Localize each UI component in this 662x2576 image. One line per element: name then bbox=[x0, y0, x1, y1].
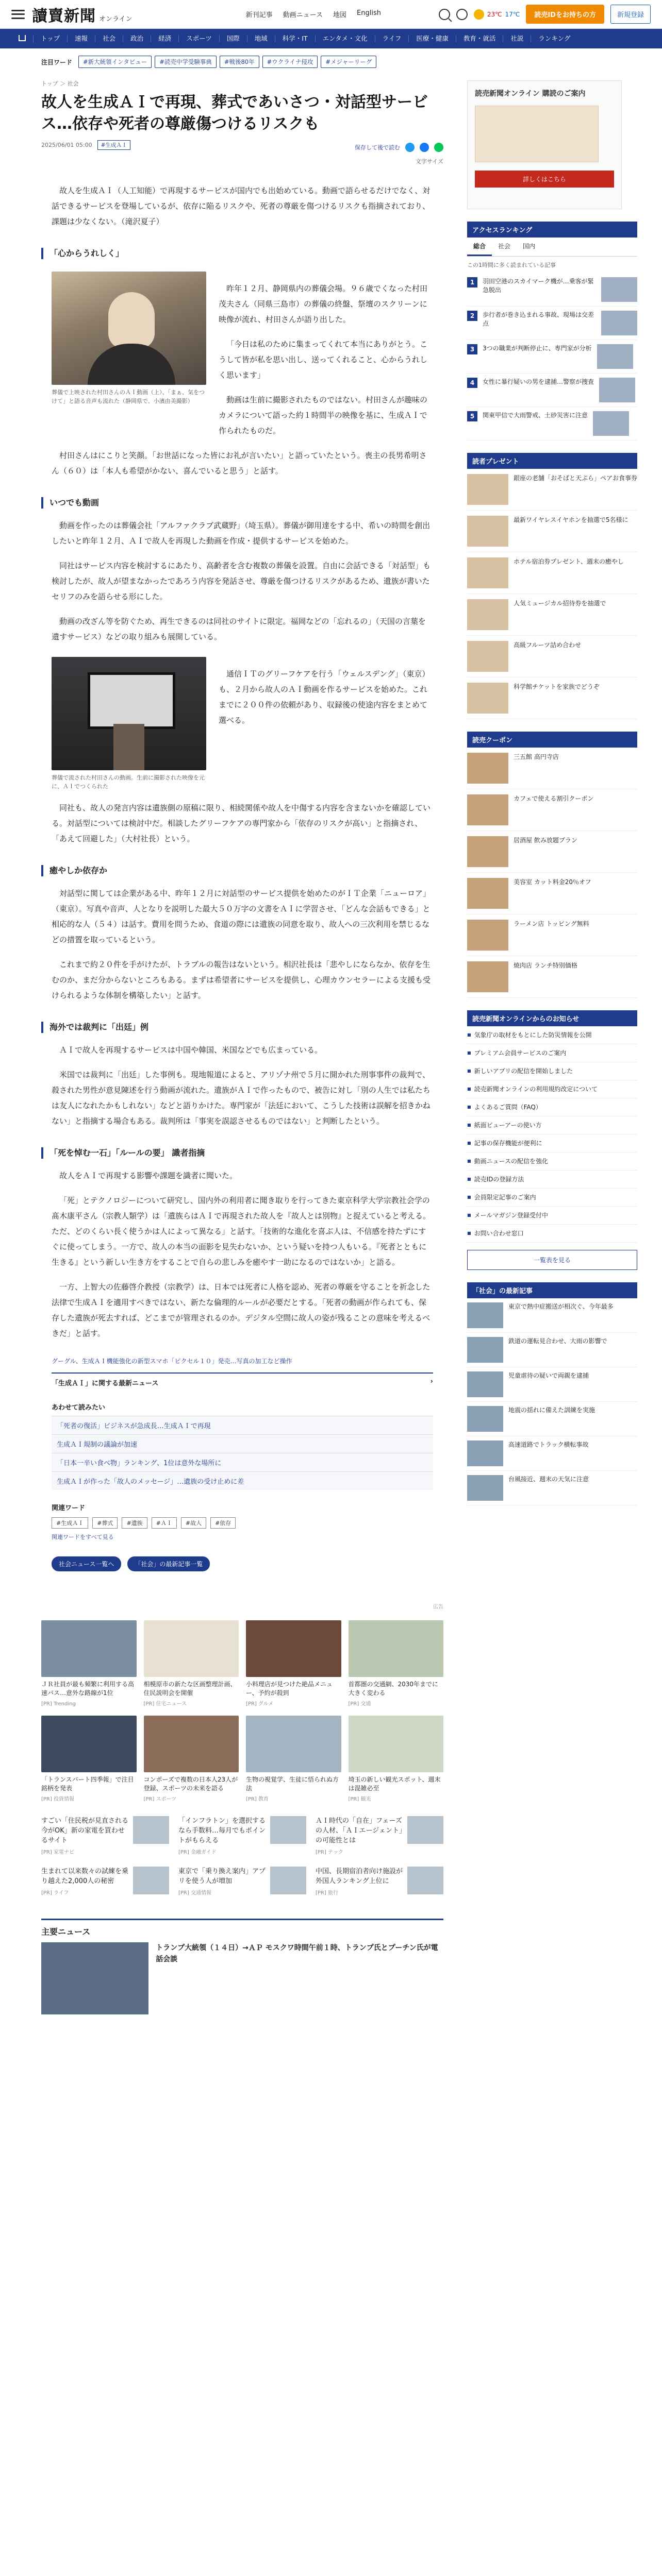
ad-thumb bbox=[41, 1716, 137, 1772]
ad-card[interactable] bbox=[349, 1620, 444, 1708]
sidebar-ad-cta[interactable]: 詳しくはこちら bbox=[475, 171, 614, 188]
ad-source: [PR] 住宅ニュース bbox=[143, 1701, 187, 1707]
logo-sub: オンライン bbox=[99, 15, 133, 23]
ad-source: [PR] 交通情報 bbox=[178, 1890, 211, 1896]
paragraph: 一方、上智大の佐藤啓介教授（宗教学）は、日本では死者に人格を認め、死者の尊厳を守ることを祈念した法律で生成ＡＩを適用すべきではない、新たな倫理的ルールが必要だとする。「死者の動画が作られても、保存した遺族が死去すれば、どこまでが管理されるのか。デジタル空間に故人の姿が残ることの意味を考えるべきだ」と話す。 bbox=[52, 1282, 431, 1338]
top-link-video[interactable]: 動画ニュース bbox=[283, 11, 323, 19]
ad-card-grid bbox=[41, 1620, 443, 1804]
ad-title: 「トランスバート四季報」で注目銘柄を発表 bbox=[41, 1776, 134, 1792]
ad-mini-thumb bbox=[407, 1867, 443, 1894]
article-photo[interactable] bbox=[52, 272, 206, 385]
notice-list-button[interactable]: 一覧表を見る bbox=[467, 1250, 637, 1270]
coupon-item[interactable] bbox=[467, 831, 637, 873]
attention-words bbox=[0, 48, 662, 68]
section-heading: 海外では裁判に「出廷」例 bbox=[41, 1022, 443, 1033]
rank-text: 女性に暴行疑いの男を逮捕…警察が捜査 bbox=[483, 378, 594, 385]
main-news-heading: 主要ニュース bbox=[41, 1927, 91, 1937]
sidebar-ad-image bbox=[475, 106, 599, 162]
ranking-item[interactable] bbox=[467, 407, 637, 440]
society-list-button[interactable]: 社会ニュース一覧へ bbox=[52, 1556, 121, 1571]
font-size-control[interactable]: 文字サイズ bbox=[415, 158, 443, 165]
present-thumb bbox=[467, 557, 508, 588]
present-thumb bbox=[467, 683, 508, 714]
ad-title: 東京で「乗り換え案内」アプリを使う人が増加 bbox=[178, 1868, 266, 1885]
article-category[interactable]: #生成ＡＩ bbox=[97, 140, 131, 150]
coupon-thumb bbox=[467, 836, 508, 867]
present-thumb bbox=[467, 599, 508, 630]
ad-card[interactable] bbox=[349, 1716, 444, 1804]
more-news-bar[interactable] bbox=[52, 1372, 433, 1387]
nav-item[interactable]: エンタメ・文化 bbox=[316, 35, 375, 42]
user-icon[interactable] bbox=[456, 9, 468, 20]
keyword-chip[interactable]: #依存 bbox=[210, 1517, 236, 1529]
ranking-tabs bbox=[467, 238, 637, 257]
sun-icon bbox=[474, 9, 484, 20]
home-icon bbox=[19, 35, 26, 41]
nav-item[interactable]: 科学・IT bbox=[275, 35, 316, 42]
ad-source: [PR] グルメ bbox=[246, 1701, 274, 1707]
top-link-map[interactable]: 地図 bbox=[333, 11, 347, 19]
ad-source: [PR] 教育 bbox=[246, 1797, 269, 1802]
ad-thumb bbox=[349, 1620, 444, 1677]
nav-item[interactable]: 社説 bbox=[503, 35, 531, 42]
rank-thumb bbox=[593, 411, 629, 436]
social-item[interactable] bbox=[467, 1471, 637, 1505]
rank-text: 関東甲信で大雨警戒、土砂災害に注意 bbox=[483, 412, 588, 419]
social-item[interactable] bbox=[467, 1333, 637, 1367]
ranking-tab[interactable]: 総合 bbox=[467, 238, 492, 256]
rank-text: 歩行者が巻き込まれる事故、現場は交差点 bbox=[483, 311, 594, 327]
rank-number: 1 bbox=[467, 277, 477, 287]
subscribe-button[interactable]: 読売IDをお持ちの方 bbox=[526, 5, 604, 24]
keywords-title: 関連ワード bbox=[52, 1504, 86, 1512]
coupon-text: 三五館 高円寺店 bbox=[514, 753, 559, 760]
nav-item[interactable]: 政治 bbox=[123, 35, 151, 42]
paragraph: 動画の改ざん等を防ぐため、再生できるのは同社のサイトに限定。福岡などの「忘れるの」（天国の言葉を遺すサービス）などの取り組みも展開している。 bbox=[52, 617, 426, 641]
paragraph: 「今日は私のために集まってくれて本当にありがとう。こうして皆が私を思い出し、送ってくれること、心からうれしく思います」 bbox=[219, 340, 428, 380]
nav-item[interactable]: 社会 bbox=[95, 35, 123, 42]
notice-item[interactable]: ■ 読売新聞オンラインの利用規約改定について bbox=[467, 1080, 637, 1098]
read-also-item[interactable]: 生成ＡＩ規制の議論が加速 bbox=[52, 1434, 433, 1453]
sidebar-ad-title: 読売新聞オンライン 購読のご案内 bbox=[475, 90, 586, 98]
notice-item[interactable]: ■ プレミアム会員サービスのご案内 bbox=[467, 1044, 637, 1062]
nav-home[interactable] bbox=[11, 35, 34, 43]
figure-text bbox=[219, 657, 433, 791]
paragraph: 動画を作ったのは葬儀会社「アルファクラブ武蔵野」（埼玉県）。葬儀が御用達をする中、希いの時間を創出したいと昨年１２月、ＡＩで故人を再現した動画を作成・提供するサービスを始めた。 bbox=[52, 521, 431, 546]
ad-mini-thumb bbox=[133, 1816, 169, 1844]
weather-widget[interactable] bbox=[474, 9, 520, 20]
rank-thumb bbox=[601, 311, 637, 335]
ad-title: ＡＩ時代の「自在」フェーズの人材、「ＡＩエージェント」の可能性とは bbox=[316, 1817, 403, 1844]
rank-number: 2 bbox=[467, 311, 477, 321]
notice-item[interactable]: ■ よくあるご質問（FAQ） bbox=[467, 1098, 637, 1116]
ad-source: [PR] ライフ bbox=[41, 1890, 69, 1896]
paragraph: 対話型に関しては企業がある中、昨年１２月に対話型のサービス提供を始めたのがＩＴ企業「ニューロア」（東京）。写真や音声、人となりを説明した最大５０万字の文書をＡＩに学習させ、「どんな会話もできる」と相応的な人（５４）は話す。費用を問うため、食道の際には遺族の同意を取り、故人への三次利用を禁じるなどの措置を取っているという。 bbox=[52, 889, 431, 944]
ranking-tab[interactable]: 国内 bbox=[523, 243, 536, 250]
ad-title: 小料理店が見つけた絶品メニュー、予約が殺到 bbox=[246, 1681, 333, 1697]
facebook-share-icon[interactable] bbox=[420, 143, 429, 152]
nav-item[interactable]: 医療・健康 bbox=[409, 35, 456, 42]
present-thumb bbox=[467, 474, 508, 505]
ad-card[interactable] bbox=[144, 1716, 239, 1804]
notice-item[interactable]: ■ 紙面ビューアーの使い方 bbox=[467, 1116, 637, 1134]
rank-number: 3 bbox=[467, 344, 477, 354]
present-text: 高級フルーツ詰め合わせ bbox=[514, 641, 582, 649]
photo-caption: 葬儀で流された村田さんの動画。生前に撮影された映像を元に、ＡＩでつくられた bbox=[52, 774, 205, 790]
social-text: 地震の揺れに備えた訓練を実施 bbox=[508, 1406, 595, 1414]
main-news-item[interactable] bbox=[41, 1942, 443, 2014]
present-thumb bbox=[467, 516, 508, 547]
ad-mini-thumb bbox=[407, 1816, 443, 1844]
ad-title: 埼玉の新しい観光スポット、週末は混雑必至 bbox=[348, 1776, 441, 1792]
keywords-more[interactable]: 関連ワードをすべて見る bbox=[52, 1534, 114, 1540]
coupon-item[interactable] bbox=[467, 956, 637, 998]
more-news-label: 「生成ＡＩ」に関する最新ニュース bbox=[52, 1380, 159, 1387]
article-photo[interactable] bbox=[52, 657, 206, 770]
social-item[interactable] bbox=[467, 1367, 637, 1402]
ranking-heading: アクセスランキング bbox=[467, 222, 637, 238]
ranking-item[interactable] bbox=[467, 307, 637, 340]
keyword-chip[interactable]: #ＡＩ bbox=[152, 1517, 177, 1529]
social-thumb bbox=[467, 1406, 503, 1432]
ad-source: [PR] 家電ナビ bbox=[41, 1850, 74, 1855]
register-button[interactable]: 新規登録 bbox=[610, 5, 651, 24]
ad-text-card[interactable] bbox=[316, 1867, 443, 1898]
rank-number: 4 bbox=[467, 378, 477, 388]
top-links bbox=[246, 9, 381, 19]
present-thumb bbox=[467, 641, 508, 672]
temp-high: 23℃ bbox=[487, 10, 502, 18]
top-link-new[interactable]: 新刊記事 bbox=[245, 11, 273, 19]
notice-list bbox=[467, 1026, 637, 1243]
ranking-item[interactable] bbox=[467, 340, 637, 374]
rank-text: 3つの職業が判断停止に、専門家が分析 bbox=[483, 345, 592, 352]
coupon-text: 居酒屋 飲み放題プラン bbox=[514, 837, 577, 844]
temp-low: 17℃ bbox=[505, 10, 520, 18]
present-text: 最新ワイヤレスイヤホンを抽選で5名様に bbox=[514, 516, 628, 523]
social-text: 鉄道の運転見合わせ、大雨の影響で bbox=[508, 1337, 607, 1345]
coupon-heading: 読売クーポン bbox=[467, 732, 637, 748]
social-text: 台風接近、週末の天気に注意 bbox=[508, 1476, 589, 1483]
ad-mini-thumb bbox=[133, 1867, 169, 1894]
ad-text-card[interactable] bbox=[178, 1867, 306, 1898]
article-lead: 故人を生成ＡＩ（人工知能）で再現するサービスが国内でも出始めている。動画で語らせるだけでなく、対話できるサービスを登場しているが、依存に陥るリスクや、死者の尊厳を傷つけるリスクも指摘されており、課題は少なくない。（滝沢夏子） bbox=[52, 186, 431, 226]
paragraph: 村田さんはにこりと笑顔。「お世話になった皆にお礼が言いたい」と語っていたという。喪主の長男希明さん（６０）は「本人も希望がかない、喜んでいると思う」と話す。 bbox=[52, 451, 427, 476]
ad-source: [PR] 交通 bbox=[348, 1701, 371, 1707]
paragraph: これまで約２０件を手がけたが、トラブルの報告はないという。相沢社長は「悲やしにならなか、依存を生むのか、まだ分からないところもある。まずは希望者にサービスを提供し、心理カウンセラーによる支援も受けられるような体制を構築したい」と話す。 bbox=[52, 960, 431, 1000]
ad-mini-thumb bbox=[270, 1867, 306, 1894]
coupon-item[interactable] bbox=[467, 873, 637, 914]
coupon-item[interactable] bbox=[467, 789, 637, 831]
ad-thumb bbox=[349, 1716, 444, 1772]
notice-item[interactable]: ■ メールマガジン登録受付中 bbox=[467, 1207, 637, 1225]
top-header bbox=[0, 0, 662, 29]
social-thumb bbox=[467, 1475, 503, 1501]
ad-title: ＪＲ社員が最も頻繁に利用する高速バス…意外な路線が1位 bbox=[41, 1681, 135, 1697]
ad-mini-thumb bbox=[270, 1816, 306, 1844]
ad-text-grid bbox=[41, 1816, 443, 1898]
page-layout bbox=[0, 68, 662, 2014]
social-text: 高速道路でトラック横転事故 bbox=[508, 1441, 589, 1448]
ad-text-card[interactable] bbox=[41, 1867, 169, 1898]
ranking-tab[interactable]: 社会 bbox=[498, 243, 511, 250]
ad-source: [PR] 金融ガイド bbox=[178, 1850, 217, 1855]
ranking-item[interactable] bbox=[467, 374, 637, 407]
social-thumb bbox=[467, 1337, 503, 1363]
social-text: 児童虐待の疑いで両親を逮捕 bbox=[508, 1372, 589, 1379]
figure bbox=[52, 272, 206, 438]
present-text: ホテル宿泊券プレゼント、週末の癒やし bbox=[514, 558, 624, 565]
ad-thumb bbox=[246, 1620, 341, 1677]
attention-tag[interactable]: #ウクライナ侵攻 bbox=[262, 56, 318, 68]
article-main bbox=[41, 68, 443, 2014]
coupon-text: 焼肉店 ランチ特別価格 bbox=[514, 962, 577, 969]
notice-heading: 読売新聞オンラインからのお知らせ bbox=[467, 1010, 637, 1026]
social-heading: 「社会」の最新記事 bbox=[467, 1282, 637, 1298]
main-news-thumb bbox=[41, 1942, 148, 2014]
ad-source: [PR] スポーツ bbox=[143, 1797, 177, 1802]
section-heading: いつでも動画 bbox=[41, 497, 443, 509]
present-heading: 読者プレゼント bbox=[467, 453, 637, 469]
nav-item[interactable]: 教育・就活 bbox=[456, 35, 504, 42]
notice-item[interactable]: ■ 動画ニュースの配信を強化 bbox=[467, 1153, 637, 1171]
ad-text-card[interactable] bbox=[178, 1816, 306, 1857]
ad-source: [PR] Trending bbox=[41, 1701, 76, 1707]
keyword-chip[interactable]: #遺族 bbox=[122, 1517, 147, 1529]
coupon-item[interactable] bbox=[467, 914, 637, 956]
nav-item[interactable]: 地域 bbox=[247, 35, 275, 42]
keywords bbox=[41, 1502, 443, 1541]
present-text: 科学館チケットを家族でどうぞ bbox=[514, 683, 600, 690]
ad-thumb bbox=[246, 1716, 341, 1772]
paragraph: 同社も、故人の発言内容は遺族側の原稿に限り、相続関係や故人を中傷する内容を含まないかを確認している。対話型については検討中だ。相談したグリーフケアの専門家から「依存のリスクが高い」と指摘され、「あえて回避した」（大村社長）という。 bbox=[52, 803, 431, 843]
chevron-right-icon bbox=[428, 1378, 433, 1387]
logo-text: 讀賣新聞 bbox=[32, 7, 96, 25]
coupon-thumb bbox=[467, 794, 508, 825]
keyword-chip[interactable]: #生成ＡＩ bbox=[52, 1517, 88, 1529]
notice-item[interactable]: ■ 読売IDの登録方法 bbox=[467, 1171, 637, 1189]
section-heading: 「死を悼む一石」「ルールの要」 識者指摘 bbox=[41, 1147, 443, 1159]
ad-title: 「インフラトン」を選択するなら手数料…毎月でもポイントがもらえる bbox=[178, 1817, 266, 1844]
read-also-item[interactable]: 生成ＡＩが作った「故人のメッセージ」…遺族の受け止めに差 bbox=[52, 1471, 433, 1490]
notice-item[interactable]: ■ 会員限定記事のご案内 bbox=[467, 1189, 637, 1207]
paragraph: 故人をＡＩで再現する影響や課題を識者に聞いた。 bbox=[59, 1171, 238, 1180]
keyword-chip[interactable]: #葬式 bbox=[92, 1517, 118, 1529]
coupon-thumb bbox=[467, 878, 508, 909]
ad-card[interactable] bbox=[41, 1620, 137, 1708]
society-latest-button[interactable]: 「社会」の最新記事一覧 bbox=[127, 1556, 210, 1571]
ad-title: 生物の視覚学、生徒に悟られぬ方法 bbox=[246, 1776, 339, 1792]
social-thumb bbox=[467, 1302, 503, 1328]
present-item[interactable] bbox=[467, 552, 637, 594]
present-text: 人気ミュージカル招待券を抽選で bbox=[514, 600, 606, 607]
coupon-item[interactable] bbox=[467, 748, 637, 789]
social-thumb bbox=[467, 1440, 503, 1466]
coupon-thumb bbox=[467, 753, 508, 784]
ad-text-card[interactable] bbox=[316, 1816, 443, 1857]
keyword-list bbox=[52, 1517, 433, 1529]
menu-icon[interactable] bbox=[11, 10, 25, 19]
ad-thumb bbox=[144, 1716, 239, 1772]
nav-item[interactable]: トップ bbox=[34, 35, 68, 42]
attention-tag[interactable]: #新大統領インタビュー bbox=[78, 56, 152, 68]
ad-card[interactable] bbox=[144, 1620, 239, 1708]
paragraph: 「死」とテクノロジーについて研究し、国内外の利用者に聞き取りを行ってきた東京科学大学宗教社会学の髙木康平さん（宗教人類学）は「遺族らはＡＩで再現された故人を『故人とは別物』と捉えていると考える。ただ、どのくらい長く使うかは人によって異なる」と話す。「技術的な進化を喜ぶ人は、不信感を持たずにすぐに使ってしまう。一方で、故人の本当の面影を見失わないか、という疑いを持つ人もいる。『死者とともに生きる』という新しい生き方をすることで自らの悲しみを癒やす一助になるのではないか」と語る。 bbox=[52, 1196, 431, 1267]
coupon-text: ラーメン店 トッピング無料 bbox=[514, 920, 589, 927]
ad-title: コンポーズで複数の日本人23人が登録、スポーツの未来を語る bbox=[143, 1776, 238, 1792]
paragraph: ＡＩで故人を再現するサービスは中国や韓国、米国などでも広まっている。 bbox=[59, 1045, 323, 1055]
notice-item[interactable]: ■ お問い合わせ窓口 bbox=[467, 1225, 637, 1243]
ad-source: [PR] 旅行 bbox=[316, 1890, 338, 1896]
bottom-buttons bbox=[41, 1556, 443, 1571]
sidebar bbox=[467, 68, 637, 2014]
attention-label: 注目ワード bbox=[41, 58, 73, 66]
present-item[interactable] bbox=[467, 594, 637, 636]
read-also-item[interactable]: 「死者の復活」ビジネスが急成長…生成ＡＩで再現 bbox=[52, 1416, 433, 1434]
figure-row bbox=[41, 657, 443, 791]
article-date: 2025/06/01 05:00 bbox=[41, 142, 92, 148]
present-item[interactable] bbox=[467, 677, 637, 719]
nav-item[interactable]: 経済 bbox=[151, 35, 179, 42]
line-share-icon[interactable] bbox=[434, 143, 443, 152]
ad-thumb bbox=[41, 1620, 137, 1677]
nav-item[interactable]: スポーツ bbox=[179, 35, 220, 42]
ad-card[interactable] bbox=[41, 1716, 137, 1804]
ranking-item[interactable] bbox=[467, 273, 637, 307]
x-share-icon[interactable] bbox=[405, 143, 415, 152]
top-link-english[interactable]: English bbox=[357, 9, 381, 17]
social-thumb bbox=[467, 1371, 503, 1397]
ad-thumb bbox=[144, 1620, 239, 1677]
figure-row bbox=[41, 272, 443, 438]
coupon-text: 美容室 カット料金20％オフ bbox=[514, 878, 591, 886]
section-heading: 「心からうれしく」 bbox=[41, 248, 443, 259]
bookmark-label[interactable]: 保存して後で読む bbox=[355, 144, 400, 151]
site-logo[interactable] bbox=[32, 3, 133, 26]
ad-text-card[interactable] bbox=[41, 1816, 169, 1857]
paragraph: 米国では裁判に「出廷」した事例も。現地報道によると、アリゾナ州で５月に開かれた刑事事件の裁判で、殺された男性が意見陳述を行う動画が流れた。遺族がＡＩで作ったもので、被告に対し「別の人生では私たちは友人になれたかもしれない」などと語りかけた。専門家が「法廷において、こうした技術は誤解を招きかねない」と指摘する場合もある。裁判所は「事実を誤認させるものではない」と判断したという。 bbox=[52, 1070, 431, 1126]
ad-label: 広告 bbox=[433, 1604, 443, 1610]
social-text: 東京で熱中症搬送が相次ぐ、今年最多 bbox=[508, 1303, 614, 1310]
attention-tag[interactable]: #戦後80年 bbox=[220, 56, 259, 68]
sidebar-ad[interactable] bbox=[467, 80, 622, 209]
section-heading: 癒やしか依存か bbox=[41, 865, 443, 876]
notice-item[interactable]: ■ 新しいアプリの配信を開始しました bbox=[467, 1062, 637, 1080]
present-item[interactable] bbox=[467, 636, 637, 677]
nav-item[interactable]: 速報 bbox=[68, 35, 95, 42]
paragraph: 動画は生前に撮影されたものではない。村田さんが趣味のカメラについて語った約１時間半の映像を基に、生成ＡＩで作られたものだ。 bbox=[219, 395, 428, 435]
attention-tag[interactable]: #メジャーリーグ bbox=[321, 56, 376, 68]
ad-source: [PR] 投資情報 bbox=[41, 1797, 74, 1802]
ad-card[interactable] bbox=[246, 1620, 341, 1708]
paragraph: 同社はサービス内容を検討するにあたり、高齢者を含む複数の葬儀を設置。自由に会話できる「対話型」も検討したが、故人が望まなかったであろう内容を発話させ、尊厳を傷つけるリスクがあるため、遺族が書いたセリフのみを語らせる形にした。 bbox=[52, 561, 431, 601]
ad-title: 中国、長期宿泊者向け施設が外国人ランキング上位に bbox=[316, 1868, 403, 1885]
search-icon[interactable] bbox=[439, 9, 450, 20]
coupon-text: カフェで使える割引クーポン bbox=[514, 795, 594, 802]
notice-item[interactable]: ■ 気象庁の取材をもとにした防災情報を公開 bbox=[467, 1026, 637, 1044]
ranking-period: この1時間に多く読まれている記事 bbox=[467, 262, 556, 268]
rank-thumb bbox=[601, 277, 637, 302]
related-link[interactable]: グーグル、生成ＡＩ機能強化の新型スマホ「ピクセル１０」発売…写真の加工など操作 bbox=[52, 1358, 292, 1365]
figure bbox=[52, 657, 206, 791]
coupon-thumb bbox=[467, 920, 508, 951]
ad-title: 相模原市の新たな区画整理計画、住民説明会を開催 bbox=[143, 1681, 237, 1697]
nav-item[interactable]: 国際 bbox=[220, 35, 247, 42]
ad-title: 首都圏の交通網、2030年までに大きく変わる bbox=[348, 1681, 439, 1697]
present-text: 銀座の老舗「おそばと天ぷら」ペアお食事券 bbox=[514, 474, 638, 482]
read-also bbox=[41, 1402, 443, 1490]
read-also-item[interactable]: 「日本一辛い食べ物」ランキング、1位は意外な場所に bbox=[52, 1453, 433, 1471]
read-also-title: あわせて読みたい bbox=[52, 1404, 106, 1412]
ad-title: すごい「住民税が見直される今がOK」新の家電を買わせるサイト bbox=[41, 1817, 129, 1844]
main-nav bbox=[0, 29, 662, 48]
coupon-thumb bbox=[467, 961, 508, 992]
present-item[interactable] bbox=[467, 511, 637, 552]
breadcrumb[interactable]: トップ ＞ 社会 bbox=[41, 80, 79, 87]
nav-item[interactable]: ランキング bbox=[538, 35, 571, 42]
main-news bbox=[41, 1919, 443, 2014]
attention-tag[interactable]: #読売中学受験事典 bbox=[155, 56, 217, 68]
photo-caption: 葬儀で上映された村田さんのＡＩ動画（上）、「まぁ、気をつけて」と語る音声も流れた（静岡県で、小濱由美撮影） bbox=[52, 389, 205, 404]
keyword-chip[interactable]: #故人 bbox=[181, 1517, 206, 1529]
rank-number: 5 bbox=[467, 411, 477, 421]
paragraph: 通信ＩＴのグリーフケアを行う「ウェルスデング」（東京）も、２月から故人のＡＩ動画を作るサービスを始めた。これまでに２００件の依頼があり、収録後の使途内容をまとめて選べる。 bbox=[219, 669, 430, 725]
ad-source: [PR] テック bbox=[316, 1850, 343, 1855]
ad-title: 生まれて以来数々の試練を乗り越えた2,000人の秘密 bbox=[41, 1868, 129, 1885]
rank-text: 羽田空港のスカイマーク機が…乗客が緊急脱出 bbox=[483, 278, 594, 294]
top-actions bbox=[439, 5, 651, 24]
rank-thumb bbox=[599, 378, 635, 402]
nav-item[interactable]: ライフ bbox=[375, 35, 409, 42]
notice-item[interactable]: ■ 記事の保存機能が便利に bbox=[467, 1134, 637, 1153]
ad-card[interactable] bbox=[246, 1716, 341, 1804]
ad-source: [PR] 観光 bbox=[348, 1797, 371, 1802]
present-item[interactable] bbox=[467, 469, 637, 511]
social-item[interactable] bbox=[467, 1298, 637, 1333]
figure-text bbox=[219, 272, 433, 438]
article-title: 故人を生成ＡＩで再現、葬式であいさつ・対話型サービス…依存や死者の尊厳傷つけるリスクも bbox=[41, 93, 428, 133]
main-news-headline: トランプ大統領（１４日）→ＡＰ モスクワ時間午前１時、トランプ氏とプーチン氏が電話会談 bbox=[156, 1944, 438, 1963]
paragraph: 昨年１２月、静岡県内の葬儀会場。９６歳でくなった村田茂夫さん（同県三島市）の葬儀の終盤、祭壇のスクリーンに映像が流れ、村田さんが語り出した。 bbox=[219, 284, 428, 324]
social-item[interactable] bbox=[467, 1402, 637, 1436]
social-item[interactable] bbox=[467, 1436, 637, 1471]
rank-thumb bbox=[597, 344, 633, 369]
